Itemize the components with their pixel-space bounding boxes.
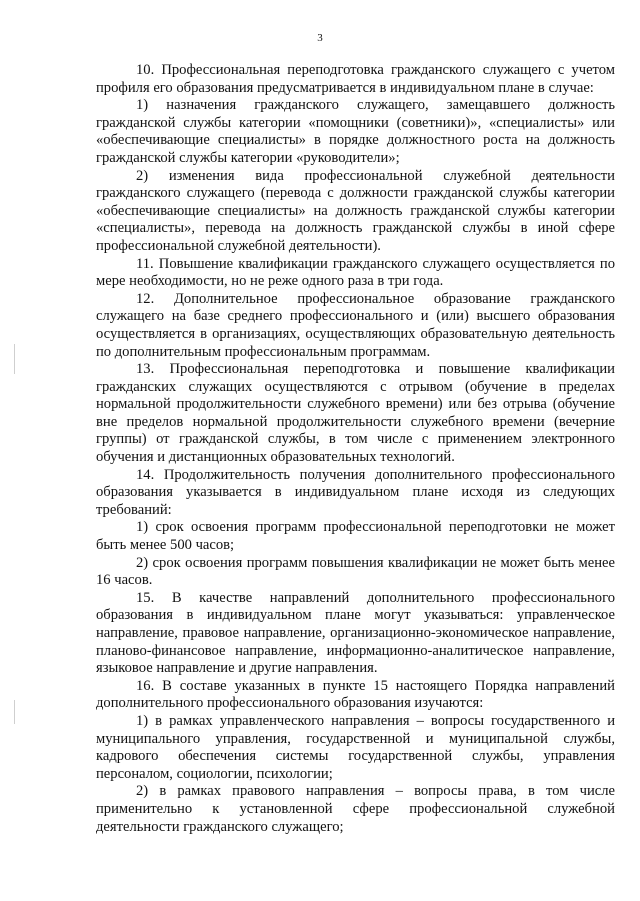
paragraph-10: 10. Профессиональная переподготовка гражданского служащего с учетом профиля его образования предусматривается в индивидуальном плане в случае: bbox=[96, 62, 615, 96]
paragraph-10-item-2: 2) изменения вида профессиональной служебной деятельности гражданского служащего (перевода с должности гражданской службы категории «обеспечивающие специалисты» на должность гражданской службы категории «специалисты», перевода на должность гражданской службы в иной сфере профессиональной служебной деятельности). bbox=[96, 167, 615, 254]
paragraph-16-item-1: 1) в рамках управленческого направления – вопросы государственного и муниципального управления, государственной и муниципальной службы, кадрового обеспечения системы государственной службы, управления персоналом, социологии, психологии; bbox=[96, 712, 615, 782]
paragraph-16: 16. В составе указанных в пункте 15 настоящего Порядка направлений дополнительного профессионального образования изучаются: bbox=[96, 677, 615, 712]
scan-artifact bbox=[14, 344, 15, 374]
paragraph-11: 11. Повышение квалификации гражданского служащего осуществляется по мере необходимости, но не реже одного раза в три года. bbox=[96, 255, 615, 290]
page-number: 3 bbox=[317, 32, 323, 44]
scan-artifact bbox=[14, 700, 15, 724]
paragraph-16-item-2: 2) в рамках правового направления – вопросы права, в том числе применительно к установленной сфере профессиональной служебной деятельности гражданского служащего; bbox=[96, 783, 615, 835]
paragraph-14-item-1: 1) срок освоения программ профессиональной переподготовки не может быть менее 500 часов; bbox=[96, 519, 615, 554]
paragraph-12: 12. Дополнительное профессиональное образование гражданского служащего на базе среднего профессионального и (или) высшего образования осуществляется в организациях, осуществляющих образовательную деятельность по дополнительным профессиональным программам. bbox=[96, 290, 615, 360]
paragraph-14-item-2: 2) срок освоения программ повышения квалификации не может быть менее 16 часов. bbox=[96, 554, 615, 589]
paragraph-15: 15. В качестве направлений дополнительного профессионального образования в индивидуальном плане могут указываться: управленческое направление, правовое направление, организационно-экономическое направление, планово-финансовое направление, информационно-аналитическое направление, языковое направление и другие направления. bbox=[96, 589, 615, 677]
paragraph-14: 14. Продолжительность получения дополнительного профессионального образования указывается в индивидуальном плане исходя из следующих требований: bbox=[96, 466, 615, 518]
paragraph-10-item-1: 1) назначения гражданского служащего, замещавшего должность гражданской службы категории «помощники (советники)», «специалисты» или «обеспечивающие специалисты» в порядке должностного роста на должность гражданской службы категории «руководители»; bbox=[96, 97, 615, 166]
paragraph-13: 13. Профессиональная переподготовка и повышение квалификации гражданских служащих осуществляются с отрывом (обучение в пределах нормальной продолжительности служебного времени) или без отрыва (обучение вне пределов нормальной продолжительности служебного времени (вечерние группы) от гражданской службы, в том числе с применением электронного обучения и дистанционных образовательных технологий. bbox=[96, 361, 615, 466]
document-body bbox=[96, 62, 615, 836]
